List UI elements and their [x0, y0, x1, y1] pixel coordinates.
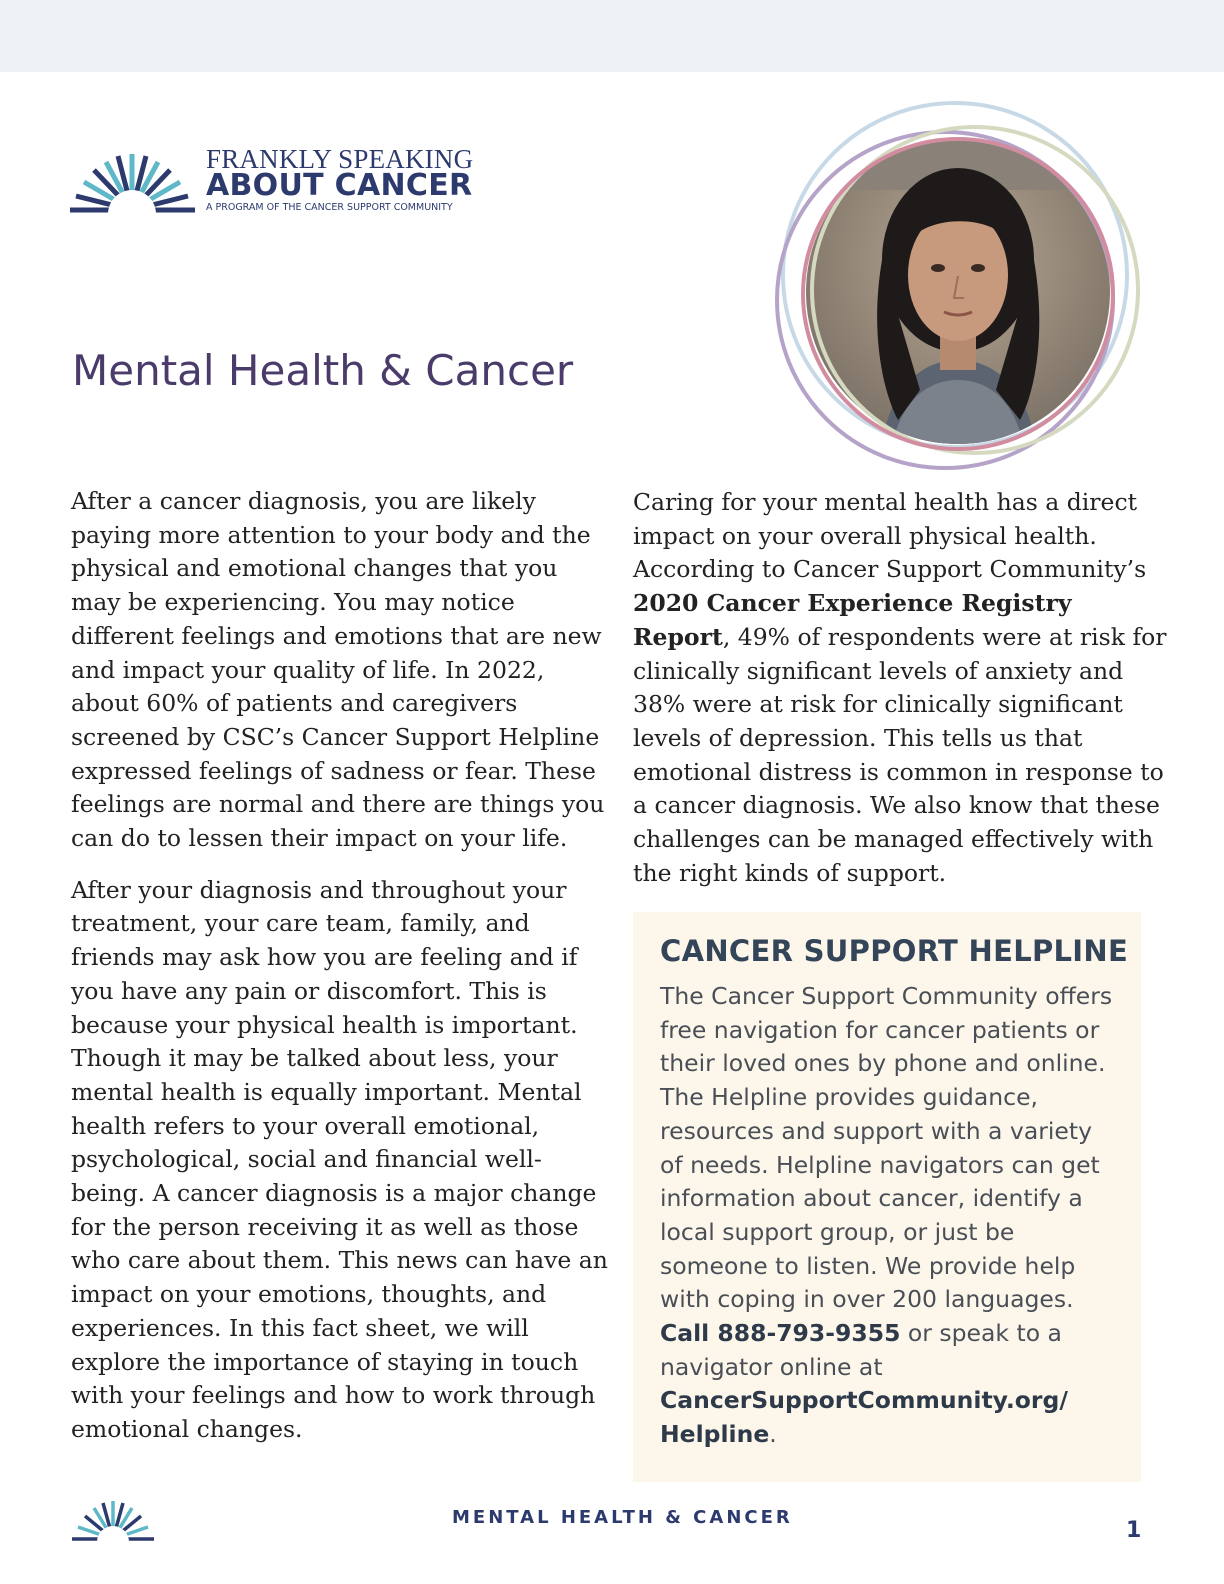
- registry-report-title: 2020 Cancer Experience Registry Report: [633, 589, 1072, 651]
- footer-title: MENTAL HEALTH & CANCER: [452, 1507, 793, 1528]
- portrait-photo: [770, 90, 1145, 470]
- page-title: Mental Health & Cancer: [72, 346, 574, 395]
- left-paragraph-1: After a cancer diagnosis, you are likely paying more attention to your body and the physical and emotional changes that you may be experiencing. You may notice different feelings and emotions that are new and impact your quality of life. In 2022, about 60% of patients and caregivers screened by CSC’s Cancer Support Helpline expressed feelings of sadness or fear. These feelings are normal and there are things you can do to lessen their impact on your life.: [71, 487, 605, 853]
- sunburst-logo-icon: [70, 148, 195, 214]
- helpline-body: [660, 980, 1119, 1452]
- top-bar: [0, 0, 1224, 72]
- helpline-end-text: .: [769, 1420, 777, 1449]
- right-paragraph: [633, 486, 1173, 890]
- right-rest-text: , 49% of respondents were at risk for clinically significant levels of anxiety and 38% were at risk for clinically significant levels of depression. This tells us that emotional distress is common in response to a cancer diagnosis. We also know that these challenges can be managed effectively with the right kinds of support.: [633, 622, 1167, 887]
- logo-line-1: FRANKLY SPEAKING: [206, 144, 474, 174]
- footer-logo: [72, 1497, 154, 1545]
- right-column: [633, 486, 1173, 890]
- helpline-mid-text: or speak to a navigator online at: [660, 1319, 1062, 1381]
- helpline-box: [633, 912, 1141, 1482]
- helpline-phone[interactable]: Call 888-793-9355: [660, 1319, 901, 1348]
- left-column: [71, 485, 611, 1447]
- helpline-heading: CANCER SUPPORT HELPLINE: [660, 934, 1129, 968]
- frankly-speaking-logo: [70, 140, 500, 220]
- logo-line-3: A PROGRAM OF THE CANCER SUPPORT COMMUNITY: [206, 202, 453, 213]
- left-paragraph-2: After your diagnosis and throughout your treatment, your care team, family, and friends may ask how you are feeling and if you have any pain or discomfort. This is because your physical health is important. Though it may be talked about less, your mental health is equally important. Mental health refers to your overall emotional, psychological, social and financial well-being. A cancer diagnosis is a major change for the person receiving it as well as those who care about them. This news can have an impact on your emotions, thoughts, and experiences. In this fact sheet, we will explore the importance of staying in touch with your feelings and how to work through emotional changes.: [71, 875, 608, 1443]
- page-number: 1: [1126, 1518, 1142, 1543]
- helpline-body-text: The Cancer Support Community offers free navigation for cancer patients or their loved ones by phone and online. The Helpline provides guidance, resources and support with a variety of needs. Helpline navigators can get information about cancer, identify a local support group, or just be someone to listen. We provide help with coping in over 200 languages.: [660, 982, 1113, 1314]
- right-intro-text: Caring for your mental health has a direct impact on your overall physical health. According to Cancer Support Community’s: [633, 488, 1147, 584]
- helpline-url[interactable]: CancerSupportCommunity.org/ Helpline: [660, 1386, 1068, 1449]
- sunburst-small-icon: [72, 1497, 154, 1541]
- logo-line-2: ABOUT CANCER: [206, 168, 473, 203]
